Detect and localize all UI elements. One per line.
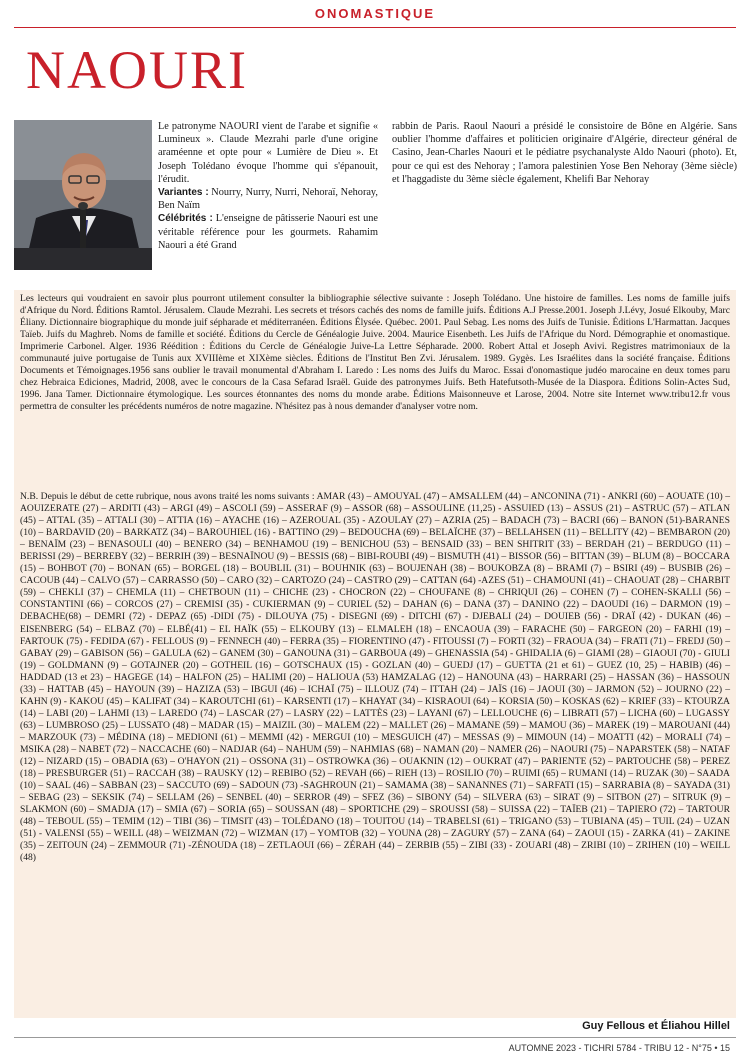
bibliography-text: Les lecteurs qui voudraient en savoir plus pourront utilement consulter la bibliographie sélective suivante : Joseph Tolédano. Une histoire de familles. Les noms de famille juifs d'Afrique du Nord. Éditions Ramtol. Jérusalem. Claude Mezrahi. Les secrets et trésors cachés des noms de famille juifs. Éditions A.J Presse.2001. Joseph J.Lévy, Josué Elkouby, Marc Éliany. Dictionnaire biographique du monde juif sépharade et méditerranéen. Éditions Élysée. Québec. 2001. Paul Sebag. Les noms des Juifs de Tunisie. Éditions L'Harmattan. Jacques Taïeb. Juifs du Maghreb. Noms de famille et société. Éditions du Cercle de Généalogie Juive. 2004. Maurice Eisenbeth. Les Juifs de l'Afrique du Nord. Démographie et onomastique. Imprimerie Carbonel. Alger. 1936 Réédition : Éditions du Cercle de Généalogie Juive-La Lettre Sépharade. 2000. Robert Attal et Joseph Avivi. Registres matrimoniaux de la communauté juive portugaise de Tunis aux XVIIIème et XIXème siècles. Éditions de l'Institut Ben Zvi. Jérusalem. 1989. Gygès. Les Israélites dans la société française. Éditions Documents et Témoignages.1956 sans oublier le travail monumental d'Abraham I. Laredo : Les noms des Juifs du Maroc. Essai d'onomastique judéo marocaine en deux tomes paru chez Hebraica Ediciones, Madrid, 2008, avec le concours de la Casa Sefarad Israël. Guide des patronymes Juifs. Beth Hatefutsoth-Musée de la Diaspora. Éditions Solin-Actes Sud, 1996. Jana Tamer. Dictionnaire étymologique. Les sources étonnantes des noms du monde arabe. Éditions Maisonneuve et Larose, 2004. Notre site Internet www.tribu12.fr vous permettra de consulter les précédents numéros de notre magazine. N'hésitez pas à nous demander d'analyser votre nom. bbox=[20, 293, 730, 413]
variants-label: Variantes : bbox=[158, 187, 209, 199]
bibliography-section bbox=[20, 293, 730, 413]
intro-paragraph: Le patronyme NAOURI vient de l'arabe et signifie « Lumineux ». Claude Mezrahi parle d'une origine araméenne et opte pour « Lumière de Dieu ». Et Joseph Tolédano évoque l'homme qui s'épanouit, l'érudit. bbox=[158, 121, 378, 185]
bottom-divider bbox=[14, 1037, 736, 1038]
portrait-illustration bbox=[14, 120, 152, 270]
top-divider bbox=[14, 27, 736, 28]
authors-byline: Guy Fellous et Éliahou Hillel bbox=[582, 1020, 730, 1032]
intro-column-right bbox=[392, 120, 737, 186]
names-list-section bbox=[20, 491, 730, 864]
celebrities-label: Célébrités : bbox=[158, 213, 213, 225]
celebrities-continued: rabbin de Paris. Raoul Naouri a présidé le consistoire de Bône en Algérie. Sans oublier l'homme d'affaires et politicien originaire d'Algérie, directeur général de Casino, Jean-Charles Naouri et le pédiatre psychanalyste Aldo Naouri (photo). Et, pour ce qui est des Nehoray ; l'amora palestinien Yose Ben Nehoray (3ème siècle) et l'haggadiste du 3ème siècle également, Khelifi Bar Nehoray bbox=[392, 121, 737, 185]
page-footer: AUTOMNE 2023 - TICHRI 5784 - TRIBU 12 - N°75 • 15 bbox=[508, 1043, 730, 1053]
intro-column-left bbox=[158, 120, 378, 252]
section-label: ONOMASTIQUE bbox=[314, 6, 436, 21]
page-title: NAOURI bbox=[26, 40, 248, 100]
variants-line bbox=[158, 186, 378, 212]
portrait-photo bbox=[14, 120, 152, 270]
names-list-text: N.B. Depuis le début de cette rubrique, nous avons traité les noms suivants : AMAR (43) – AMOUYAL (47) – AMSALLEM (44) – ANCONINA (71) - ANKRI (60) – AOUATE (10) – AOUIZERATE (27) – ARDITI (43) – ARGI (49) – ASCOLI (59) – ASSERAF (9) – ASSOR (68) – ASSOULINE (11,25) - ASSUIED (13) – ASSUS (21) – ASTRUC (57) – ATLAN (45) – ATTAL (35) – ATTALI (30) – ATTIA (16) – AYACHE (16) – AZEROUAL (35) - AZOULAY (27) – AZRIA (25) – BADACH (73) – BACRI (66) – BANON (51)-BARANES (10) – BARDAVID (20) – BARKATZ (34) – BAROUHIEL (16) - BATTINO (29) – BEDOUCHA (69) – BELAÏCHE (37) – BELLAHSEN (11) – BELLITY (42) – BEMBARON (20) – BENAÏM (23) – BENASOULI (40) – BENERO (34) – BENHAMOU (19) – BENICHOU (53) – BENSAID (33) – BEN SHITRIT (33) – BERDAH (21) – BERDUGO (11) – BERISSI (29) – BERREBY (32) – BERRIH (39) – BESNAÏNOU (9) – BESSIS (68) – BIBI-ROUBI (49) – BISMUTH (41) – BISSOR (56) – BITTAN (39) – BLUM (8) – BOCCARA (15) – BOHBOT (70) – BONAN (65) – BORGEL (18) – BOUBLIL (31) – BOUHNIK (63) – BOUJENAH (38) – BOUKOBZA (8) – BRAMI (7) – BSIRI (49) – BUSBIB (26) – CACOUB (44) – CALVO (57) – CARRASSO (50) – CARO (32) – CARTOZO (24) – CASTRO (29) – CATTAN (64) -AZES (51) – CHAMOUNI (41) – CHAOUAT (28) – CHARBIT (59) – CHEKLI (37) – CHEMLA (11) – CHETBOUN (11) – CHICHE (23) - CHOCRON (22) – CHOUFANE (8) – CHRIQUI (26) – COHEN (7) – COHEN-SKALLI (56) – CONSTANTINI (66) – CORCOS (27) – CREMISI (35) - CUKIERMAN (9) – CURIEL (52) – DAHAN (6) – DANA (37) – DANINO (22) – DAOUDI (16) – DARMON (19) – DEBACHE(68) – DEMRI (72) - DEPAZ (65) -DIDI (75) - DILOUYA (75) - DISEGNI (69) - DITCHI (67) - DJEBALI (24) – DOUIEB (56) - DRAÏ (42) - DUKAN (46) – EISENBERG (54) – ELBAZ (70) – ELBÉ(41) – EL HAÏK (55) – ELKOUBY (13) – ELMALEH (18) – ENCAOUA (39) – FARACHE (50) – FARGEON (20) – FARHI (19) – FARTOUK (75) - FEDIDA (67) - FELLOUS (9) – FENNECH (40) – FERRA (35) – FIORENTINO (47) - FITOUSSI (7) – FORTI (32) – FRAOUA (34) – FRATI (71) – FREDJ (50) – GABAY (29) – GABISON (56) – GALULA (62) – GANEM (30) – GANOUNA (31) – GARBOUA (49) – GHENASSIA (54) - GHIDALIA (6) – GIAMI (28) – GIAOUI (70) - GIULI (19) – GOLDMANN (9) – GOTAJNER (20) – GOTHEIL (16) – GOTSCHAUX (15) - GOZLAN (40) – GUEDJ (17) – GUETTA (21 et 61) – GUEZ (10, 25) – HABIB) (46) – HADDAD (13 et 23) – HAGEGE (14) – HALFON (25) – HALIMI (20) – HALIOUA (53) HAMZALAG (12) – HANOUNA (43) – HARRARI (25) – HASSAN (36) – HASSOUN (33) – HATTAB (45) – HAYOUN (39) – HAZIZA (53) – IBGUI (46) – ICHAÏ (75) – ILLOUZ (74) – ITTAH (24) – JAÏS (16) – JAOUI (30) – JARMON (52) – JOURNO (22) – KAHN (9) - KAKOU (45) – KALIFAT (34) – KAROUTCHI (61) – KARSENTI (17) – KHAYAT (34) – KISRAOUI (64) – KORSIA (50) – KOSKAS (62) – KRIEF (33) – KTOURZA (14) – LABI (20) – LAHMI (13) – LAREDO (74) – LASCAR (27) – LASRY (22) – LATTÈS (23) – LAYANI (67) – LELLOUCHE (6) – LIBRATI (57) – LICHA (60) – LUGASSY (63) – LUMBROSO (25) – LUSSATO (48) – MADAR (15) – MAIZIL (30) – MALEM (22) – MALLET (26) – MAMANE (59) – MAMOU (36) – MAREK (19) – MAROUANI (44) – MARZOUK (73) – MÉDINA (18) – MEDIONI (61) – MEMMI (42) - MERGUI (10) – MESGUICH (47) – MESSAS (9) – MIMOUN (14) – MOATTI (42) – MORALI (74) – MSIKA (28) – NABET (72) – NACCACHE (60) – NADJAR (64) – NAHUM (59) – NAHMIAS (68) – NAMAN (20) – NAMER (26) – NAOURI (75) – NAPARSTEK (58) – NATAF (12) – NIZARD (15) – OBADIA (63) – O'HAYON (21) – OSSONA (31) – OSTROWKA (36) – OUAKNIN (12) – OUKRAT (47) – PARIENTE (52) – PARTOUCHE (58) – PEREZ (18) – PRESBURGER (51) – RACCAH (38) – RAUSKY (12) – REBIBO (52) – REVAH (66) – RIEH (13) – ROSILIO (70) – RUIMI (65) – RUMANI (14) – RUZAK (30) – SAADA (10) – SAAL (46) – SABBAN (23) – SACCUTO (69) – SADOUN (73) -SAGHROUN (21) – SAMAMA (38) – SANANNES (71) – SARFATI (15) – SARRABIA (8) – SAYADA (31) – SEBAG (23) – SEKSIK (74) – SELLAM (26) – SENBEL (40) – SERROR (49) – SFEZ (36) – SIBONY (54) – SILVERA (63) – SIRAT (9) – SITBON (27) – SITRUK (9) – SLAKMON (60) – SMADJA (17) – SMIA (67) – SORIA (65) – SOUSSAN (48) – SPORTICHE (29) – SROUSSI (58) – SUISSA (22) – TAÏEB (21) – TAPIERO (72) – TARTOUR (48) – TEBOUL (55) – TEMIM (12) – TIBI (36) – TIMSIT (43) – TOLÉDANO (18) – TOUITOU (14) – TRABELSI (61) – TRIGANO (53) – TUBIANA (45) – TUIL (24) – UZAN (51) - VALENSI (55) – WEILL (48) – WEIZMAN (72) – WIZMAN (17) – YOMTOB (32) – YOUNA (28) – ZAGURY (57) – ZANA (64) – ZAOUI (15) - ZARKA (41) – ZAKINE (35) – ZEITOUN (24) – ZEMMOUR (71) -ZÉNOUDA (18) – ZETLAOUI (66) – ZÉRAH (44) – ZERBIB (55) – ZIBI (33) - ZOUARI (48) – ZRIBI (10) – ZRIHEN (10) – WEILL (48) bbox=[20, 491, 730, 864]
celebrities-text: L'enseigne de pâtisserie Naouri est une véritable référence pour les gourmets. Rahamim Naouri a été Grand bbox=[158, 213, 378, 251]
variants-text: Nourry, Nurry, Nurri, Nehoraï, Nehoray, Ben Naïm bbox=[158, 187, 378, 212]
celebrities-line bbox=[158, 212, 378, 252]
